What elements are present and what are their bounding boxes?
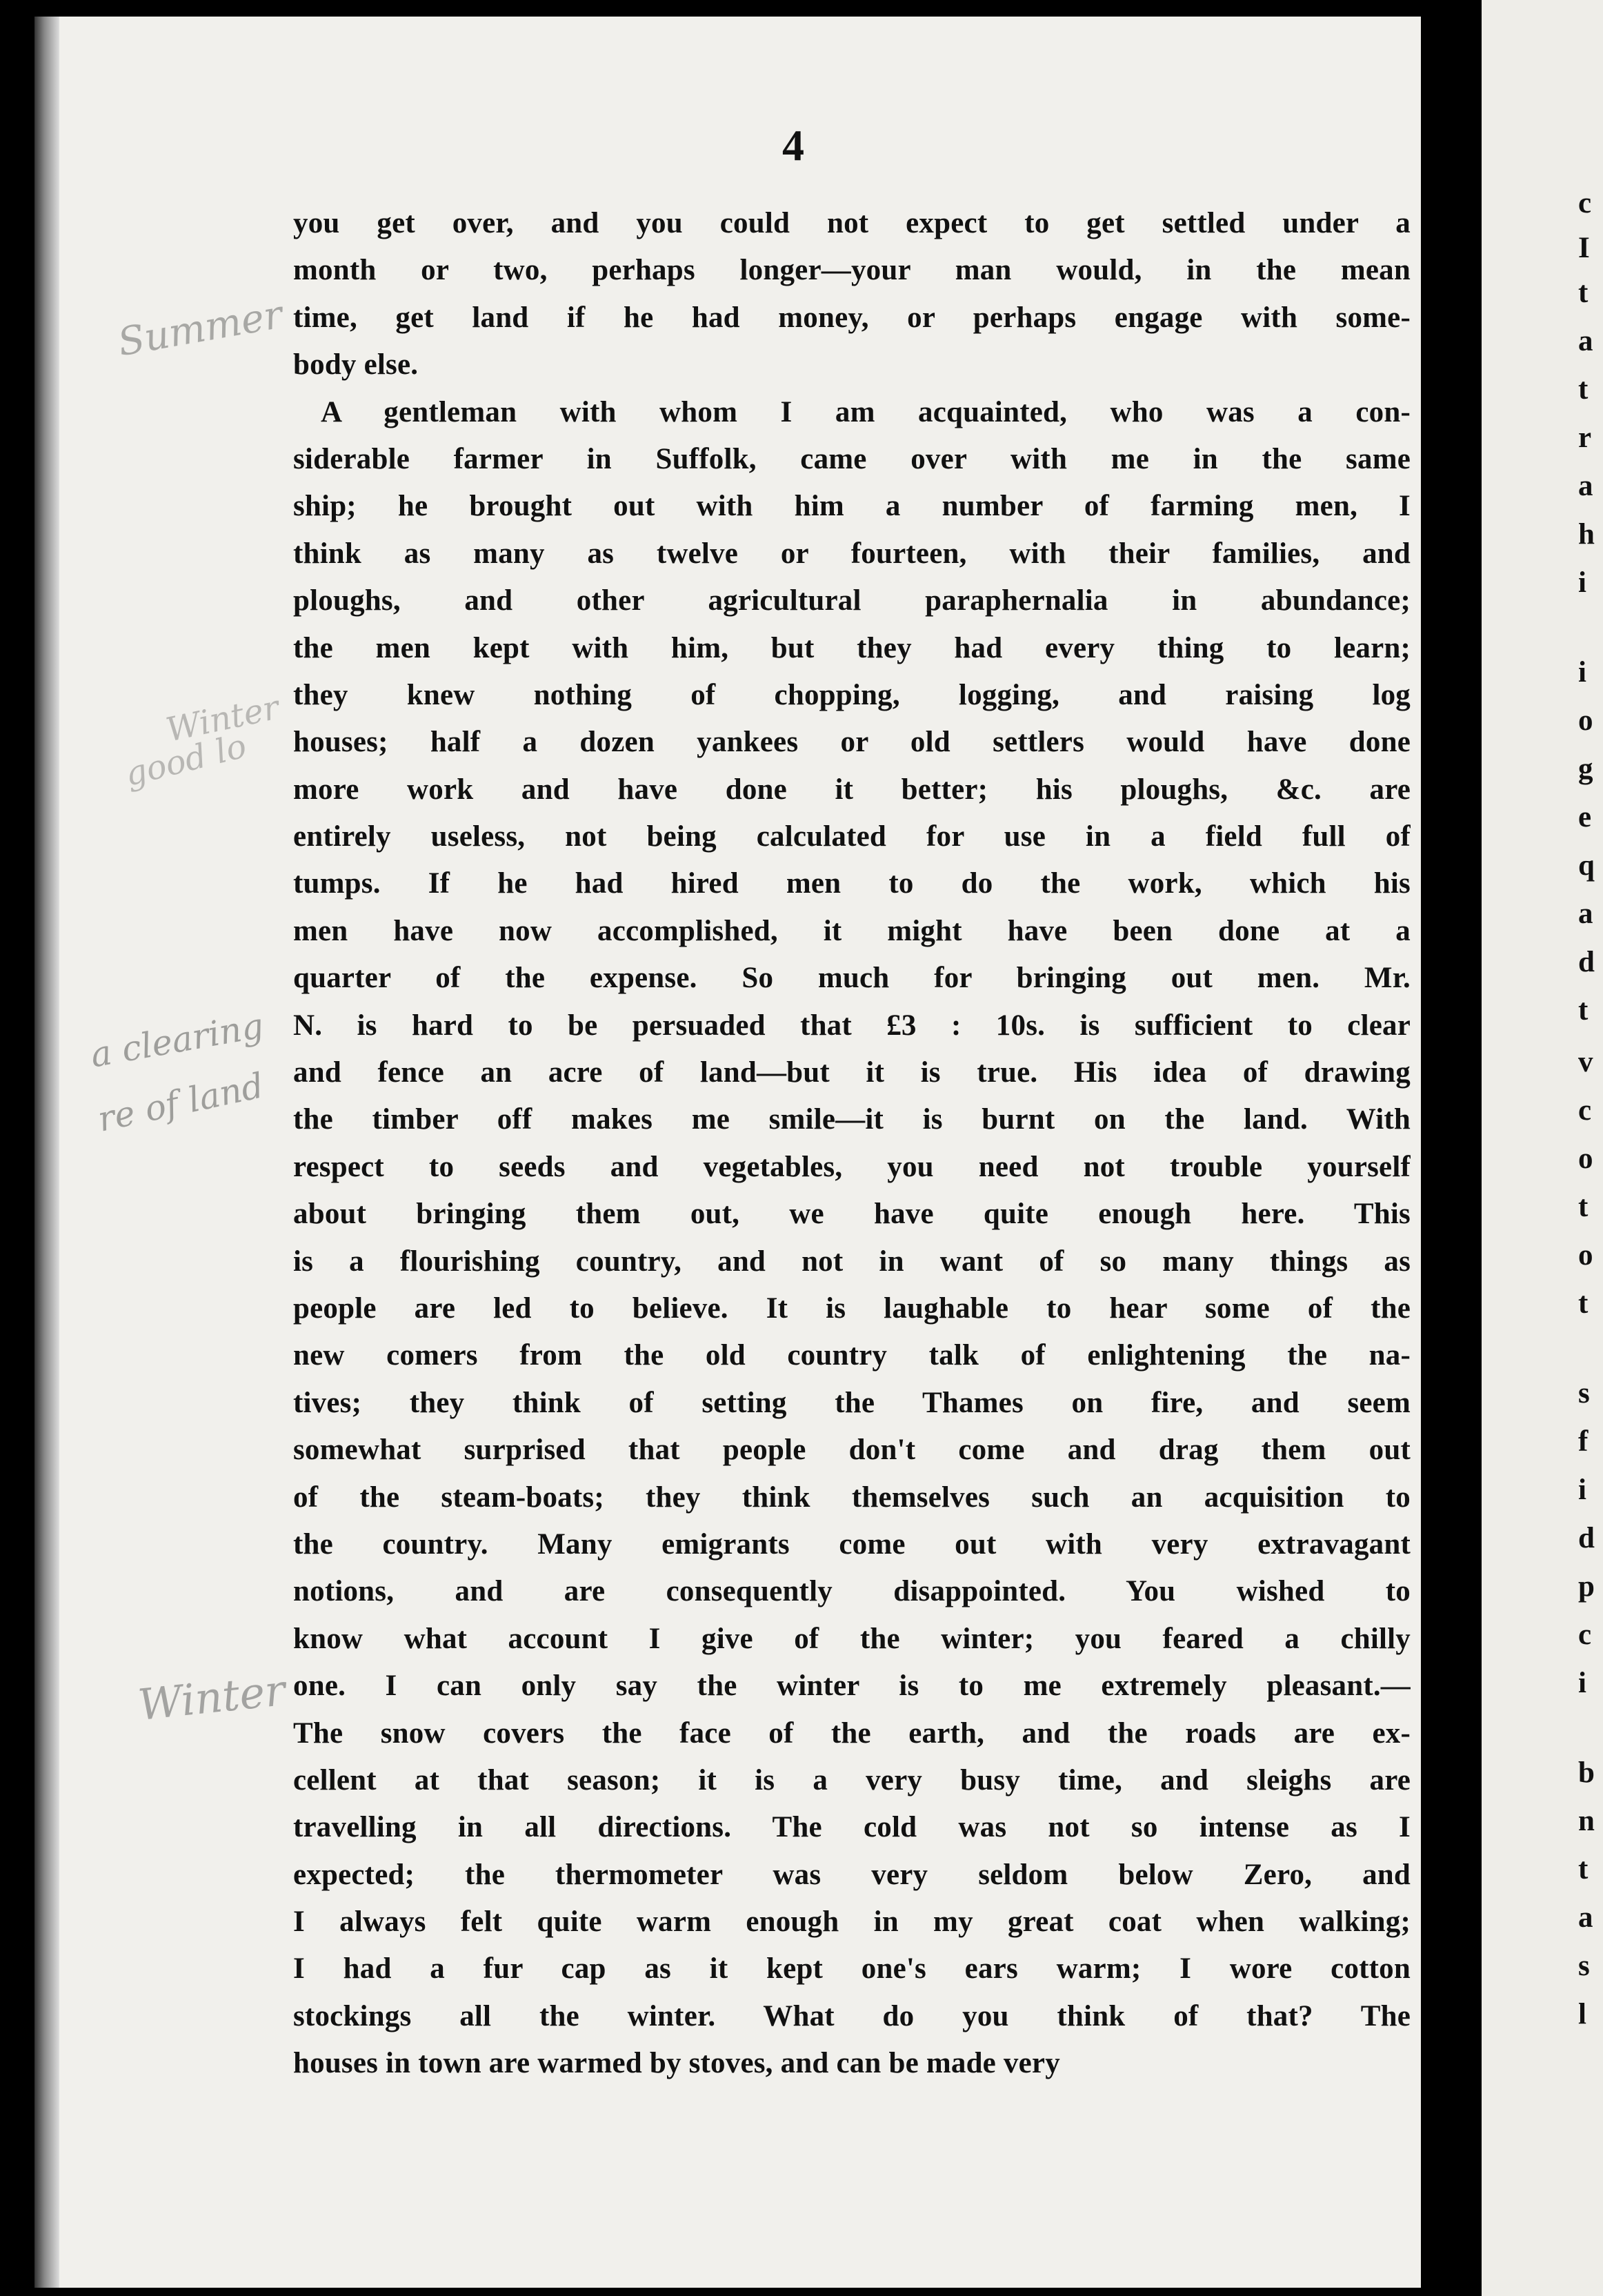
text-line: I had a fur cap as it kept one's ears warm; I wore cotton	[293, 1952, 1411, 1986]
body-text	[293, 200, 1411, 2088]
adjacent-page-letter: d	[1578, 1522, 1595, 1554]
adjacent-page-letter: i	[1578, 1667, 1586, 1699]
adjacent-page-letter: t	[1578, 1287, 1589, 1320]
text-line: the country. Many emigrants come out with very extravagant	[293, 1527, 1411, 1561]
adjacent-page-letter: a	[1578, 470, 1593, 502]
adjacent-page-letter: q	[1578, 849, 1595, 882]
adjacent-page-letter: d	[1578, 946, 1595, 978]
text-line: respect to seeds and vegetables, you need not trouble yourself	[293, 1150, 1411, 1183]
text-line: and fence an acre of land—but it is true. His idea of drawing	[293, 1056, 1411, 1089]
adjacent-page-letter: g	[1578, 753, 1593, 785]
adjacent-page-letter: c	[1578, 1619, 1592, 1651]
text-line: entirely useless, not being calculated for use in a field full of	[293, 820, 1411, 853]
adjacent-page-letter: i	[1578, 656, 1586, 689]
margin-note-clearing: a clearing	[87, 1005, 267, 1076]
text-line: think as many as twelve or fourteen, with their families, and	[293, 537, 1411, 570]
text-line: expected; the thermometer was very seldom below Zero, and	[293, 1858, 1411, 1891]
text-line: men have now accomplished, it might have been done at a	[293, 914, 1411, 947]
adjacent-page-letter: v	[1578, 1046, 1593, 1078]
adjacent-page-letter: f	[1578, 1425, 1589, 1458]
text-line: of the steam-boats; they think themselves such an acquisition to	[293, 1481, 1411, 1514]
adjacent-page-letter: s	[1578, 1377, 1590, 1409]
scanned-page	[34, 17, 1421, 2288]
adjacent-page-letter: e	[1578, 801, 1592, 833]
text-line: body else.	[293, 348, 419, 382]
adjacent-page-letter: o	[1578, 1239, 1593, 1271]
text-line: travelling in all directions. The cold was not so intense as I	[293, 1811, 1411, 1844]
text-line: you get over, and you could not expect to get settled under a	[293, 207, 1411, 239]
adjacent-page-letter: i	[1578, 1474, 1586, 1506]
text-line: cellent at that season; it is a very busy time, and sleighs are	[293, 1763, 1411, 1797]
adjacent-page-letter: a	[1578, 325, 1593, 357]
text-line: the men kept with him, but they had every thing to learn;	[293, 631, 1411, 664]
adjacent-page-letter: s	[1578, 1950, 1590, 1982]
adjacent-page-letter: l	[1578, 1998, 1586, 2030]
text-line: notions, and are consequently disappointed. You wished to	[293, 1575, 1411, 1608]
text-line: new comers from the old country talk of enlightening the na-	[293, 1339, 1411, 1372]
adjacent-page-letter: n	[1578, 1805, 1595, 1837]
adjacent-page-letter: i	[1578, 566, 1586, 599]
text-line: people are led to believe. It is laughable to hear some of the	[293, 1292, 1411, 1325]
text-line: quarter of the expense. So much for bringing out men. Mr.	[293, 962, 1411, 995]
text-line: somewhat surprised that people don't come and drag them out	[293, 1434, 1411, 1467]
page-number: 4	[782, 121, 804, 170]
page-gutter-shadow	[34, 17, 59, 2288]
adjacent-page-letter: a	[1578, 898, 1593, 930]
adjacent-page-letter: p	[1578, 1570, 1595, 1603]
adjacent-page-letter: c	[1578, 1094, 1592, 1127]
text-line: know what account I give of the winter; you feared a chilly	[293, 1622, 1411, 1655]
margin-note-good-land: good lo	[121, 726, 250, 794]
text-line: about bringing them out, we have quite enough here. This	[293, 1198, 1411, 1231]
adjacent-page-letter: t	[1578, 373, 1589, 406]
text-line: N. is hard to be persuaded that £3 : 10s. is sufficient to clear	[293, 1009, 1411, 1042]
adjacent-page-letter: t	[1578, 1191, 1589, 1223]
adjacent-page-letter: o	[1578, 1142, 1593, 1175]
adjacent-page-letter: t	[1578, 1853, 1589, 1886]
margin-note-winter-faint: Winter	[162, 688, 283, 750]
margin-note-winter: Winter	[135, 1665, 288, 1730]
adjacent-page-letter: b	[1578, 1756, 1595, 1789]
text-line: The snow covers the face of the earth, and the roads are ex-	[293, 1716, 1411, 1750]
adjacent-page-letter: t	[1578, 994, 1589, 1027]
adjacent-page-letter: o	[1578, 704, 1593, 737]
text-line: A gentleman with whom I am acquainted, who was a con-	[321, 395, 1411, 428]
margin-note-summer: Summer	[114, 292, 286, 366]
text-line: is a flourishing country, and not in want of so many things as	[293, 1245, 1411, 1278]
text-line: houses in town are warmed by stoves, and can be made very	[293, 2047, 1060, 2080]
text-line: they knew nothing of chopping, logging, and raising log	[293, 678, 1411, 711]
text-line: ploughs, and other agricultural paraphernalia in abundance;	[293, 584, 1411, 617]
adjacent-page-letter: I	[1578, 232, 1590, 264]
text-line: houses; half a dozen yankees or old settlers would have done	[293, 726, 1411, 759]
text-line: the timber off makes me smile—it is burnt on the land. With	[293, 1103, 1411, 1136]
text-line: tumps. If he had hired men to do the work, which his	[293, 867, 1411, 900]
text-line: more work and have done it better; his ploughs, &c. are	[293, 773, 1411, 806]
adjacent-page-letter: r	[1578, 422, 1592, 454]
text-line: one. I can only say the winter is to me extremely pleasant.—	[293, 1670, 1411, 1703]
text-line: tives; they think of setting the Thames on fire, and seem	[293, 1386, 1411, 1419]
text-line: ship; he brought out with him a number of farming men, I	[293, 490, 1411, 523]
text-line: I always felt quite warm enough in my great coat when walking;	[293, 1906, 1411, 1939]
text-line: stockings all the winter. What do you think of that? The	[293, 1999, 1411, 2032]
adjacent-page-letter: t	[1578, 277, 1589, 309]
adjacent-page-letter: h	[1578, 518, 1595, 551]
page-divider	[1454, 0, 1482, 2296]
text-line: time, get land if he had money, or perhaps engage with some-	[293, 301, 1411, 334]
text-line: siderable farmer in Suffolk, came over with me in the same	[293, 442, 1411, 475]
adjacent-page-letter: a	[1578, 1901, 1593, 1934]
adjacent-page-letter: c	[1578, 187, 1592, 219]
text-line: month or two, perhaps longer—your man would, in the mean	[293, 254, 1411, 287]
margin-note-acre-of-land: re of land	[94, 1065, 268, 1140]
